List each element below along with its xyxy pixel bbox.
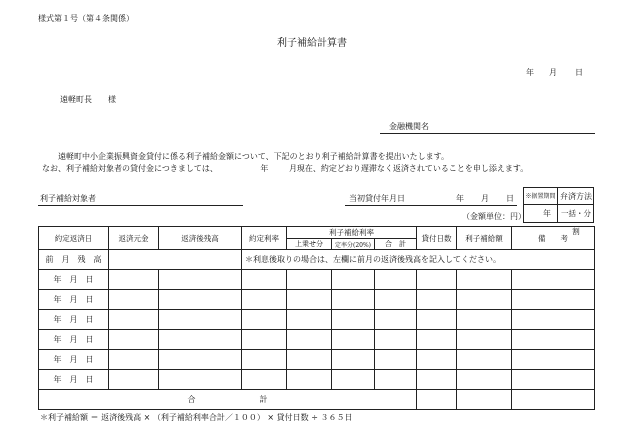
deferral-label: ※据置期間: [524, 188, 558, 205]
cell-total[interactable]: [375, 290, 417, 310]
total-label: 合 計: [39, 390, 417, 410]
body-line-1: 遠軽町中小企業振興資金貸付に係る利子補給金額について、下記のとおり利子補給計算書を提出いたします。: [58, 152, 450, 161]
cell-fixed[interactable]: [332, 350, 375, 370]
cell-rate[interactable]: [242, 350, 287, 370]
form-number: 様式第１号（第４条関係）: [38, 14, 134, 23]
deferral-unit: 年: [524, 205, 558, 223]
col-header-remarks: 備 考: [512, 227, 595, 250]
repayment-label: 弁済方法: [558, 188, 594, 205]
cell-remarks[interactable]: [512, 330, 595, 350]
col-header-balance: 返済後残高: [159, 227, 242, 250]
cell-principal[interactable]: [109, 290, 159, 310]
table-row: [39, 270, 595, 290]
cell-total[interactable]: [375, 270, 417, 290]
cell-amount[interactable]: [457, 330, 512, 350]
prev-balance-blank: [109, 250, 159, 270]
cell-principal[interactable]: [109, 270, 159, 290]
prev-balance-value[interactable]: [159, 250, 242, 270]
cell-upper[interactable]: [287, 370, 332, 390]
cell-days[interactable]: [417, 350, 457, 370]
cell-balance[interactable]: [159, 350, 242, 370]
footer-formula: ＊利子補給額 ＝ 返済後残高 × （利子補給利率合計／１００） × 貸付日数 ÷ ３６５日: [40, 413, 353, 422]
table-row: [39, 350, 595, 370]
cell-balance[interactable]: [159, 310, 242, 330]
cell-balance[interactable]: [159, 270, 242, 290]
cell-fixed[interactable]: [332, 330, 375, 350]
date-day-label: 日: [575, 68, 583, 77]
col-header-principal: 返済元金: [109, 227, 159, 250]
cell-amount[interactable]: [457, 310, 512, 330]
cell-amount[interactable]: [457, 370, 512, 390]
row-date: 年 月 日: [39, 310, 109, 330]
cell-total[interactable]: [375, 370, 417, 390]
repayment-box: [523, 187, 594, 236]
cell-fixed[interactable]: [332, 290, 375, 310]
sub-header-total: 合 計: [375, 239, 417, 250]
cell-amount[interactable]: [457, 270, 512, 290]
col-header-days: 貸付日数: [417, 227, 457, 250]
cell-amount[interactable]: [457, 350, 512, 370]
row-date: 年 月 日: [39, 350, 109, 370]
table-row: [39, 330, 595, 350]
loan-day-label: 日: [506, 194, 514, 203]
cell-remarks[interactable]: [512, 350, 595, 370]
cell-fixed[interactable]: [332, 370, 375, 390]
repayment-value: 一括・分割: [561, 209, 591, 236]
cell-upper[interactable]: [287, 310, 332, 330]
cell-remarks[interactable]: [512, 370, 595, 390]
cell-upper[interactable]: [287, 290, 332, 310]
cell-upper[interactable]: [287, 270, 332, 290]
cell-rate[interactable]: [242, 290, 287, 310]
sub-header-upper: 上乗せ分: [287, 239, 332, 250]
cell-balance[interactable]: [159, 370, 242, 390]
row-date: 年 月 日: [39, 290, 109, 310]
body-line-2-a: なお、利子補給対象者の貸付金につきましては、: [42, 164, 218, 173]
cell-balance[interactable]: [159, 330, 242, 350]
cell-days[interactable]: [417, 330, 457, 350]
cell-principal[interactable]: [109, 330, 159, 350]
cell-total[interactable]: [375, 330, 417, 350]
body-line-2-b: 月現在、約定どおり遅滞なく返済されていることを申し添えます。: [288, 164, 529, 173]
page-title: 利子補給計算書: [277, 38, 347, 49]
table-row: [39, 370, 595, 390]
total-remarks[interactable]: [512, 390, 595, 410]
row-date: 年 月 日: [39, 270, 109, 290]
unit-note: （金額単位：円）: [462, 212, 526, 221]
loan-date-label: 当初貸付年月日: [349, 194, 405, 203]
cell-amount[interactable]: [457, 290, 512, 310]
table-row: [39, 290, 595, 310]
cell-remarks[interactable]: [512, 310, 595, 330]
cell-principal[interactable]: [109, 310, 159, 330]
subsidy-table: [38, 226, 595, 410]
loan-year-label: 年: [456, 194, 464, 203]
prev-balance-note: ＊利息後取りの場合は、左欄に前月の返済後残高を記入してください。: [242, 250, 595, 270]
body-line-2-year: 年: [260, 164, 269, 173]
cell-fixed[interactable]: [332, 270, 375, 290]
total-amount[interactable]: [457, 390, 512, 410]
cell-days[interactable]: [417, 290, 457, 310]
cell-days[interactable]: [417, 270, 457, 290]
col-header-subsidy-rate: 利子補給利率: [287, 227, 417, 239]
cell-days[interactable]: [417, 370, 457, 390]
institution-underline: [380, 133, 595, 134]
cell-upper[interactable]: [287, 330, 332, 350]
col-header-rate: 約定利率: [242, 227, 287, 250]
loan-month-label: 月: [481, 194, 489, 203]
target-label: 利子補給対象者: [40, 194, 96, 203]
cell-days[interactable]: [417, 310, 457, 330]
sub-header-fixed: 定率分(20%): [332, 239, 375, 250]
cell-rate[interactable]: [242, 310, 287, 330]
loan-date-underline: [345, 205, 517, 206]
body-line-2: [42, 163, 528, 174]
table-row: [39, 310, 595, 330]
cell-remarks[interactable]: [512, 270, 595, 290]
cell-total[interactable]: [375, 310, 417, 330]
addressee: 遠軽町長 様: [60, 95, 116, 104]
row-date: 年 月 日: [39, 370, 109, 390]
row-date: 年 月 日: [39, 330, 109, 350]
cell-principal[interactable]: [109, 350, 159, 370]
col-header-amount: 利子補給額: [457, 227, 512, 250]
cell-remarks[interactable]: [512, 290, 595, 310]
col-header-date: 約定返済日: [39, 227, 109, 250]
cell-upper[interactable]: [287, 350, 332, 370]
date-month-label: 月: [549, 68, 557, 77]
date-year-label: 年: [526, 68, 534, 77]
cell-rate[interactable]: [242, 370, 287, 390]
cell-principal[interactable]: [109, 370, 159, 390]
prev-balance-label: 前 月 残 高: [39, 250, 109, 270]
target-underline: [38, 205, 243, 206]
cell-balance[interactable]: [159, 290, 242, 310]
total-days[interactable]: [417, 390, 457, 410]
institution-label: 金融機関名: [389, 122, 429, 131]
cell-rate[interactable]: [242, 270, 287, 290]
cell-rate[interactable]: [242, 330, 287, 350]
cell-fixed[interactable]: [332, 310, 375, 330]
total-row: [39, 390, 595, 410]
cell-total[interactable]: [375, 350, 417, 370]
